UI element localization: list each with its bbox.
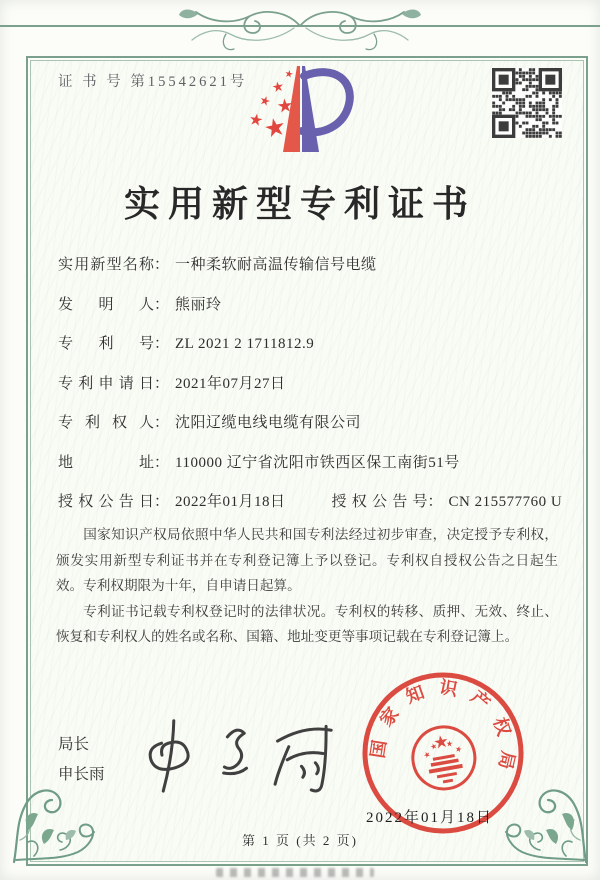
field-row-patentee [58,404,563,444]
director-name: 申长雨 [58,766,105,783]
field-value: CN 215577760 U [448,494,563,510]
field-colon: ： [154,454,170,471]
director-signature-handwriting-icon [126,704,377,805]
field-colon: ： [154,257,170,273]
field-value: ZL 2021 2 1711812.9 [175,336,315,352]
field-label: 发明人 [58,296,154,313]
field-colon: ： [154,494,170,510]
field-colon: ： [154,296,170,313]
page-number: 第 1 页 (共 2 页) [242,833,358,848]
corner-ornament-bottom-left-icon [8,770,104,866]
field-row-address [58,444,563,484]
seal-text: 国家知识产权局 [367,676,519,784]
field-row-filing-date [58,365,563,405]
qr-code [492,68,562,138]
field-value: 熊丽玲 [175,296,222,313]
field-row-name [58,246,563,286]
field-value: 2021年07月27日 [175,375,286,392]
legal-text-block [56,522,558,650]
field-label: 专利权人 [58,415,154,431]
field-value: 一种柔软耐高温传输信号电缆 [175,257,377,273]
field-colon: ： [154,375,170,392]
legal-paragraph-grant: 国家知识产权局依照中华人民共和国专利法经过初步审查，决定授予专利权，颁发实用新型专利证书并在专利登记簿上予以登记。专利权自授权公告之日起生效。专利权期限为十年，自申请日起算。 [56,527,558,593]
certificate-title: 实用新型专利证书 [123,184,476,224]
top-border-ornament-icon [0,4,600,60]
legal-paragraph-register: 专利证书记载专利权登记时的法律状况。专利权的转移、质押、无效、终止、恢复和专利权人的姓名或名称、国籍、地址变更等事项记载在专利登记簿上。 [56,603,558,644]
field-list [58,246,563,523]
field-colon: ： [427,494,443,510]
field-value: 沈阳辽缆电线电缆有限公司 [175,415,362,431]
field-label: 实用新型名称 [58,257,154,273]
director-title: 局长 [58,736,90,753]
field-colon: ： [154,336,170,352]
field-label: 地址 [58,454,154,471]
field-label: 专利号 [58,336,154,352]
field-row-grant [58,483,563,523]
cnipa-logo-icon [242,60,358,162]
page-edge-text-fragment [216,868,374,877]
national-emblem-icon [408,722,480,794]
seal-date: 2022年01月18日 [366,810,494,826]
field-label: 授权公告号 [331,494,428,510]
svg-text:国家知识产权局 [356,664,526,808]
field-label: 专利申请日 [58,375,154,392]
field-row-inventor [58,286,563,326]
field-value: 2022年01月18日 [175,494,286,510]
field-label: 授权公告日 [58,494,154,510]
certificate-number: 证 书 号 第15542621号 [58,74,248,90]
field-value: 110000 辽宁省沈阳市铁西区保工南街51号 [175,454,460,471]
field-colon: ： [154,415,170,431]
field-row-patent-no [58,325,563,365]
